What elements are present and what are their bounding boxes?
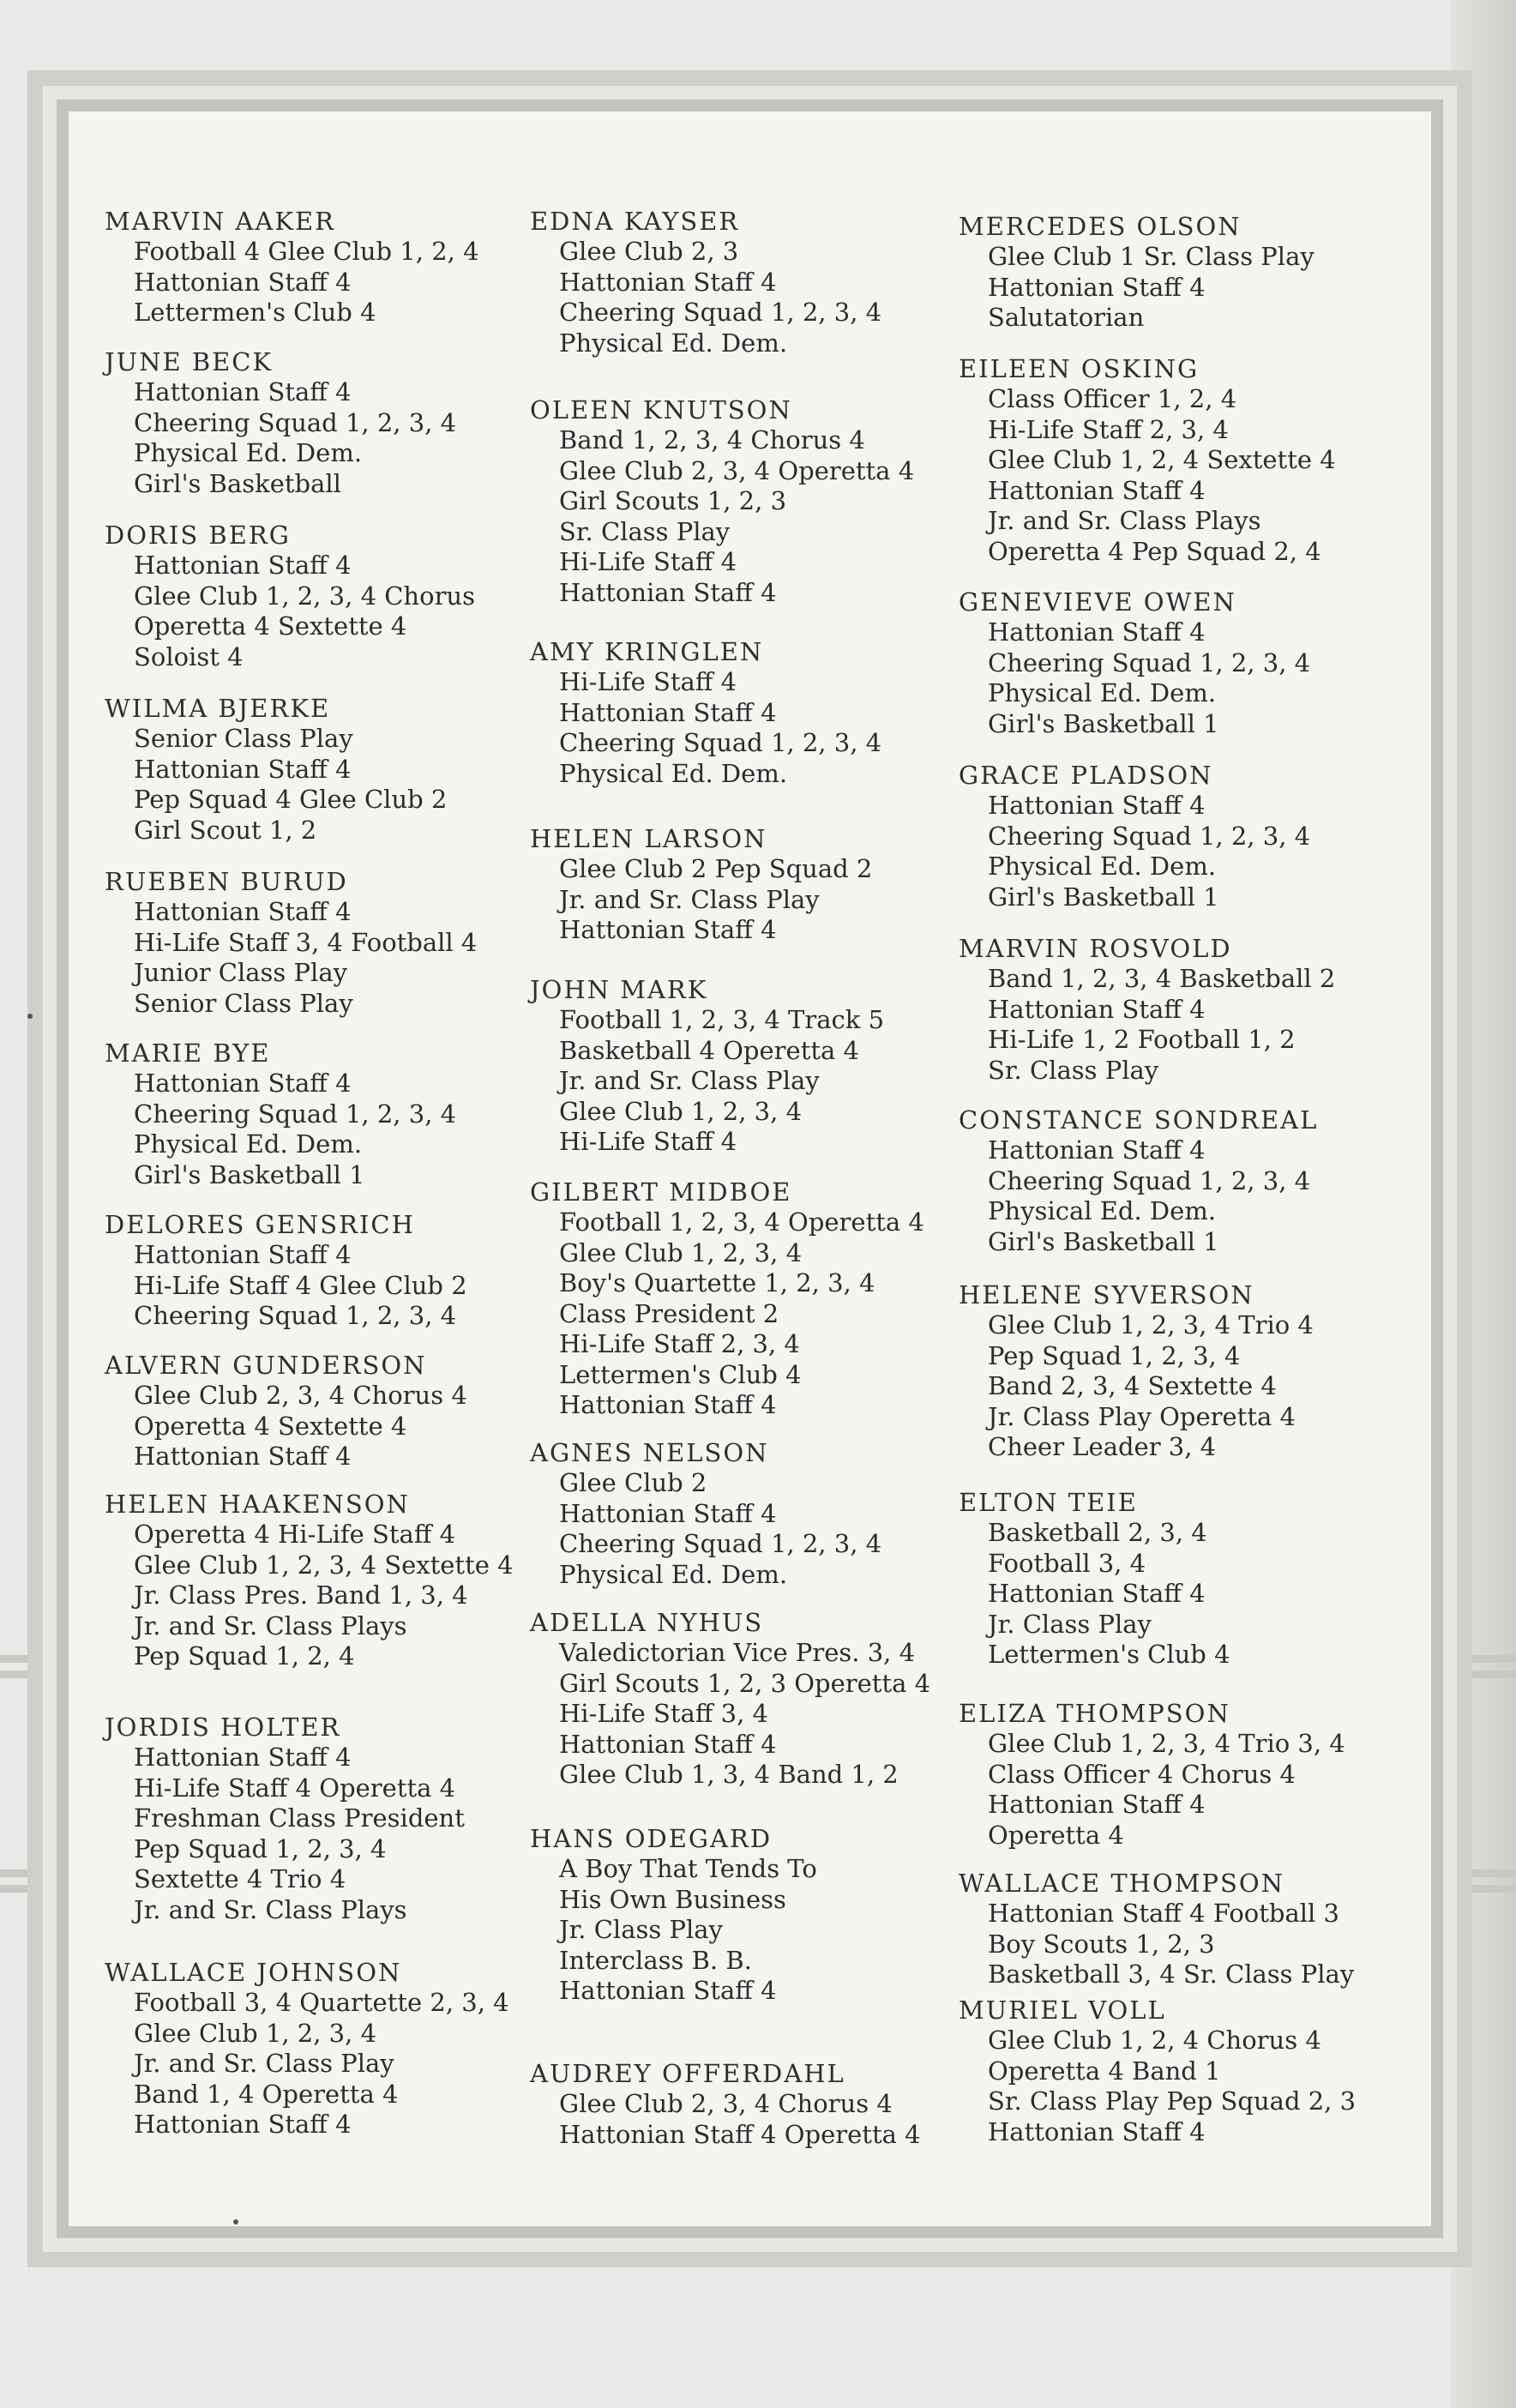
activity-line: Physical Ed. Dem. xyxy=(988,678,1217,707)
student-name: GILBERT MIDBOE xyxy=(530,1177,792,1207)
student-entry xyxy=(530,206,1010,358)
activity-line: Glee Club 2, 3 xyxy=(559,237,739,266)
student-name: EDNA KAYSER xyxy=(530,207,740,236)
student-name: HANS ODEGARD xyxy=(530,1824,773,1853)
student-name: MARVIN AAKER xyxy=(105,207,335,236)
activity-line: Class Officer 1, 2, 4 xyxy=(988,384,1237,413)
activity-line: Football 4 Glee Club 1, 2, 4 xyxy=(134,237,479,266)
activity-line: Hattonian Staff 4 xyxy=(134,2110,352,2139)
activity-line: Glee Club 1, 3, 4 Band 1, 2 xyxy=(559,1760,899,1789)
activity-line: Hattonian Staff 4 xyxy=(134,1240,352,1269)
student-entry xyxy=(105,1350,585,1472)
student-name: AGNES NELSON xyxy=(530,1438,769,1467)
activity-line: Senior Class Play xyxy=(134,988,353,1018)
student-entry xyxy=(105,1209,585,1332)
activity-line: Glee Club 2 Pep Squad 2 xyxy=(559,854,873,883)
activity-line: Basketball 3, 4 Sr. Class Play xyxy=(988,1960,1355,1989)
activity-line: Hi-Life 1, 2 Football 1, 2 xyxy=(988,1025,1296,1054)
activity-line: Glee Club 1 Sr. Class Play xyxy=(988,242,1314,271)
activity-line: Cheering Squad 1, 2, 3, 4 xyxy=(988,1165,1311,1195)
activity-line: Hattonian Staff 4 Football 3 xyxy=(988,1899,1339,1928)
student-entry xyxy=(959,760,1439,912)
activity-line: Operetta 4 Sextette 4 xyxy=(134,1411,407,1441)
activity-line: Hattonian Staff 4 xyxy=(988,617,1206,647)
activity-line: Jr. Class Play xyxy=(559,1915,723,1944)
student-name: ELIZA THOMPSON xyxy=(959,1699,1230,1728)
activity-line: Senior Class Play xyxy=(134,724,353,753)
activity-line: Cheering Squad 1, 2, 3, 4 xyxy=(559,298,882,327)
student-name: RUEBEN BURUD xyxy=(105,867,348,896)
activity-line: Band 2, 3, 4 Sextette 4 xyxy=(988,1371,1277,1400)
student-name: CONSTANCE SONDREAL xyxy=(959,1105,1319,1135)
student-entry xyxy=(530,394,1010,608)
activity-line: Cheering Squad 1, 2, 3, 4 xyxy=(559,728,882,757)
student-name: JOHN MARK xyxy=(530,975,708,1004)
activity-line: Pep Squad 1, 2, 3, 4 xyxy=(134,1833,387,1863)
activity-line: Hattonian Staff 4 xyxy=(988,1790,1206,1819)
activity-line: Football 3, 4 xyxy=(988,1548,1146,1578)
activity-line: Operetta 4 Sextette 4 xyxy=(134,611,407,641)
activity-line: His Own Business xyxy=(559,1884,786,1914)
student-name: MARVIN ROSVOLD xyxy=(959,934,1232,963)
activity-line: Glee Club 1, 2, 3, 4 xyxy=(559,1096,803,1126)
paper-mark xyxy=(27,1014,33,1019)
student-entry xyxy=(959,211,1439,334)
activity-line: Jr. and Sr. Class Plays xyxy=(134,1610,407,1640)
activity-line: Physical Ed. Dem. xyxy=(988,852,1217,881)
student-name: HELEN LARSON xyxy=(530,824,767,853)
activity-line: Operetta 4 Band 1 xyxy=(988,2056,1221,2086)
activity-line: Cheer Leader 3, 4 xyxy=(988,1432,1217,1461)
student-name: AMY KRINGLEN xyxy=(530,637,764,666)
activity-line: Pep Squad 4 Glee Club 2 xyxy=(134,785,448,814)
student-name: MARIE BYE xyxy=(105,1038,271,1068)
student-entry xyxy=(959,1868,1439,1990)
activity-line: Girl Scouts 1, 2, 3 xyxy=(559,486,787,515)
student-entry xyxy=(959,933,1439,1086)
activity-line: Glee Club 2, 3, 4 Chorus 4 xyxy=(559,2089,893,2118)
activity-line: Cheering Squad 1, 2, 3, 4 xyxy=(988,821,1311,851)
activity-line: Operetta 4 Pep Squad 2, 4 xyxy=(988,536,1321,566)
activity-line: Hi-Life Staff 2, 3, 4 xyxy=(988,414,1229,444)
activity-line: Lettermen's Club 4 xyxy=(134,298,376,327)
student-name: WILMA BJERKE xyxy=(105,694,331,723)
activity-line: Glee Club 2 xyxy=(559,1468,707,1497)
activity-line: Hattonian Staff 4 xyxy=(134,1442,352,1471)
activity-line: Hattonian Staff 4 xyxy=(134,267,352,297)
activity-line: Hattonian Staff 4 xyxy=(134,551,352,580)
student-name: ELTON TEIE xyxy=(959,1488,1138,1517)
student-name: GENEVIEVE OWEN xyxy=(959,587,1236,617)
activity-line: Jr. and Sr. Class Play xyxy=(134,2049,394,2078)
student-entry xyxy=(105,1038,585,1190)
activity-line: Sr. Class Play Pep Squad 2, 3 xyxy=(988,2086,1357,2116)
activity-line: Cheering Squad 1, 2, 3, 4 xyxy=(134,1301,457,1330)
student-name: JORDIS HOLTER xyxy=(105,1713,341,1742)
activity-line: Hattonian Staff 4 xyxy=(559,1729,777,1759)
activity-line: Cheering Squad 1, 2, 3, 4 xyxy=(134,1099,457,1129)
activity-line: Jr. and Sr. Class Plays xyxy=(988,506,1261,535)
activity-line: Physical Ed. Dem. xyxy=(559,328,788,358)
student-entry xyxy=(959,353,1439,567)
activity-line: Lettermen's Club 4 xyxy=(559,1359,802,1389)
activity-line: Sextette 4 Trio 4 xyxy=(134,1864,346,1893)
student-entry xyxy=(959,1995,1439,2147)
activity-line: Hattonian Staff 4 xyxy=(559,1976,777,2005)
student-entry xyxy=(959,1105,1439,1257)
student-entry xyxy=(530,974,1010,1158)
activity-line: Hattonian Staff 4 xyxy=(134,1069,352,1098)
student-entry xyxy=(105,346,585,499)
student-entry xyxy=(530,1437,1010,1590)
activity-line: Hattonian Staff 4 xyxy=(559,577,777,607)
activity-line: Cheering Squad 1, 2, 3, 4 xyxy=(988,647,1311,677)
activity-line: Sr. Class Play xyxy=(559,516,731,546)
activity-line: Hattonian Staff 4 xyxy=(559,915,777,944)
activity-line: Glee Club 1, 2, 3, 4 Chorus xyxy=(134,581,475,611)
activity-line: Basketball 2, 3, 4 xyxy=(988,1518,1207,1547)
student-name: HELENE SYVERSON xyxy=(959,1280,1254,1309)
student-entry xyxy=(530,1177,1010,1421)
activity-line: Jr. and Sr. Class Play xyxy=(559,1066,820,1095)
activity-line: Jr. and Sr. Class Play xyxy=(559,884,820,914)
student-entry xyxy=(105,206,585,328)
activity-line: Hattonian Staff 4 xyxy=(559,697,777,727)
activity-line: Jr. Class Pres. Band 1, 3, 4 xyxy=(134,1580,468,1610)
activity-line: Glee Club 1, 2, 3, 4 xyxy=(559,1237,803,1267)
activity-line: Band 1, 2, 3, 4 Basketball 2 xyxy=(988,964,1336,993)
activity-line: Glee Club 1, 2, 3, 4 Trio 3, 4 xyxy=(988,1729,1345,1758)
activity-line: Lettermen's Club 4 xyxy=(988,1640,1230,1669)
activity-line: Interclass B. B. xyxy=(559,1945,752,1975)
activity-line: Girl Scout 1, 2 xyxy=(134,815,317,845)
activity-line: Hattonian Staff 4 xyxy=(988,272,1206,302)
student-entry xyxy=(105,693,585,846)
paper-mark xyxy=(233,2219,238,2224)
activity-line: Hattonian Staff 4 Operetta 4 xyxy=(559,2119,921,2149)
activity-line: Basketball 4 Operetta 4 xyxy=(559,1035,859,1065)
activity-line: Glee Club 1, 2, 3, 4 xyxy=(134,2018,377,2048)
activity-line: Football 1, 2, 3, 4 Operetta 4 xyxy=(559,1207,924,1237)
activity-line: Operetta 4 xyxy=(988,1820,1124,1850)
activity-line: Jr. Class Play Operetta 4 xyxy=(988,1401,1296,1431)
activity-line: Junior Class Play xyxy=(134,958,347,987)
activity-line: Hattonian Staff 4 xyxy=(988,1135,1206,1165)
activity-line: Valedictorian Vice Pres. 3, 4 xyxy=(559,1638,916,1667)
student-entry xyxy=(959,1698,1439,1851)
student-name: DELORES GENSRICH xyxy=(105,1210,415,1239)
activity-line: Hattonian Staff 4 xyxy=(134,897,352,926)
activity-line: Hattonian Staff 4 xyxy=(559,267,777,297)
activity-line: Girl Scouts 1, 2, 3 Operetta 4 xyxy=(559,1668,931,1698)
student-name: WALLACE THOMPSON xyxy=(959,1869,1284,1898)
activity-line: Glee Club 1, 2, 4 Chorus 4 xyxy=(988,2026,1321,2055)
activity-line: Hattonian Staff 4 xyxy=(134,754,352,784)
activity-line: Hattonian Staff 4 xyxy=(134,1743,352,1772)
activity-line: Hi-Life Staff 3, 4 Football 4 xyxy=(134,927,478,957)
student-name: OLEEN KNUTSON xyxy=(530,395,792,424)
activity-line: Hi-Life Staff 3, 4 xyxy=(559,1699,768,1728)
activity-line: Hattonian Staff 4 xyxy=(988,2116,1206,2146)
student-entry xyxy=(530,1607,1010,1791)
student-entry xyxy=(530,1823,1010,2007)
student-entry xyxy=(105,520,585,672)
activity-line: Hi-Life Staff 4 xyxy=(559,667,737,696)
activity-line: Cheering Squad 1, 2, 3, 4 xyxy=(134,407,457,437)
activity-line: Hattonian Staff 4 xyxy=(988,1579,1206,1608)
activity-line: Football 3, 4 Quartette 2, 3, 4 xyxy=(134,1988,509,2017)
student-name: DORIS BERG xyxy=(105,521,291,550)
student-entry xyxy=(105,1712,585,1925)
activity-line: Cheering Squad 1, 2, 3, 4 xyxy=(559,1529,882,1558)
activity-line: Hi-Life Staff 2, 3, 4 xyxy=(559,1329,800,1358)
activity-line: A Boy That Tends To xyxy=(559,1854,817,1883)
activity-line: Hi-Life Staff 4 Operetta 4 xyxy=(134,1773,456,1803)
activity-line: Physical Ed. Dem. xyxy=(559,1559,788,1589)
student-name: EILEEN OSKING xyxy=(959,354,1200,383)
activity-line: Physical Ed. Dem. xyxy=(134,438,363,467)
student-entry xyxy=(959,1487,1439,1671)
activity-line: Glee Club 1, 2, 3, 4 Trio 4 xyxy=(988,1310,1314,1339)
student-entry xyxy=(530,823,1010,946)
activity-line: Soloist 4 xyxy=(134,641,244,671)
activity-line: Band 1, 4 Operetta 4 xyxy=(134,2079,399,2109)
student-name: GRACE PLADSON xyxy=(959,761,1213,790)
activity-line: Physical Ed. Dem. xyxy=(559,758,788,788)
activity-line: Football 1, 2, 3, 4 Track 5 xyxy=(559,1005,885,1034)
activity-line: Boy Scouts 1, 2, 3 xyxy=(988,1929,1215,1959)
activity-line: Physical Ed. Dem. xyxy=(134,1129,363,1159)
activity-line: Hattonian Staff 4 xyxy=(559,1498,777,1528)
activity-line: Girl's Basketball 1 xyxy=(988,882,1219,912)
activity-line: Glee Club 2, 3, 4 Operetta 4 xyxy=(559,455,915,485)
activity-line: Glee Club 1, 2, 3, 4 Sextette 4 xyxy=(134,1550,514,1580)
activity-line: Girl's Basketball 1 xyxy=(988,708,1219,738)
activity-line: Operetta 4 Hi-Life Staff 4 xyxy=(134,1520,456,1549)
activity-line: Hi-Life Staff 4 xyxy=(559,1127,737,1156)
activity-line: Class Officer 4 Chorus 4 xyxy=(988,1759,1296,1789)
activity-line: Girl's Basketball 1 xyxy=(134,1159,365,1189)
student-name: HELEN HAAKENSON xyxy=(105,1490,410,1519)
activity-line: Girl's Basketball xyxy=(134,468,341,498)
activity-line: Hi-Life Staff 4 Glee Club 2 xyxy=(134,1270,467,1300)
activity-line: Jr. and Sr. Class Plays xyxy=(134,1894,407,1924)
student-name: ALVERN GUNDERSON xyxy=(105,1351,427,1380)
student-entry xyxy=(959,587,1439,739)
student-entry xyxy=(105,1489,585,1672)
student-entry xyxy=(105,866,585,1019)
student-name: WALLACE JOHNSON xyxy=(105,1958,402,1987)
activity-line: Hattonian Staff 4 xyxy=(988,994,1206,1024)
activity-line: Class President 2 xyxy=(559,1298,779,1328)
activity-line: Pep Squad 1, 2, 3, 4 xyxy=(988,1340,1241,1370)
student-entry xyxy=(105,1957,585,2140)
activity-line: Physical Ed. Dem. xyxy=(988,1196,1217,1225)
activity-line: Hattonian Staff 4 xyxy=(559,1390,777,1419)
activity-line: Sr. Class Play xyxy=(988,1055,1159,1085)
student-name: MERCEDES OLSON xyxy=(959,212,1242,241)
activity-line: Jr. Class Play xyxy=(988,1609,1152,1639)
activity-line: Hattonian Staff 4 xyxy=(988,475,1206,505)
activity-line: Boy's Quartette 1, 2, 3, 4 xyxy=(559,1268,875,1297)
activity-line: Pep Squad 1, 2, 4 xyxy=(134,1641,355,1671)
activity-line: Band 1, 2, 3, 4 Chorus 4 xyxy=(559,425,865,455)
activity-line: Hattonian Staff 4 xyxy=(988,791,1206,820)
activity-line: Freshman Class President xyxy=(134,1803,465,1833)
activity-line: Hi-Life Staff 4 xyxy=(559,547,737,576)
activity-line: Salutatorian xyxy=(988,303,1145,332)
activity-line: Glee Club 1, 2, 4 Sextette 4 xyxy=(988,445,1336,474)
student-entry xyxy=(959,1279,1439,1463)
student-entry xyxy=(530,636,1010,789)
student-name: ADELLA NYHUS xyxy=(530,1608,764,1637)
activity-line: Hattonian Staff 4 xyxy=(134,377,352,406)
student-name: MURIEL VOLL xyxy=(959,1996,1166,2025)
student-name: AUDREY OFFERDAHL xyxy=(530,2059,845,2088)
activity-line: Girl's Basketball 1 xyxy=(988,1226,1219,1256)
student-entry xyxy=(530,2058,1010,2150)
student-name: JUNE BECK xyxy=(105,347,274,376)
activity-line: Glee Club 2, 3, 4 Chorus 4 xyxy=(134,1381,467,1410)
